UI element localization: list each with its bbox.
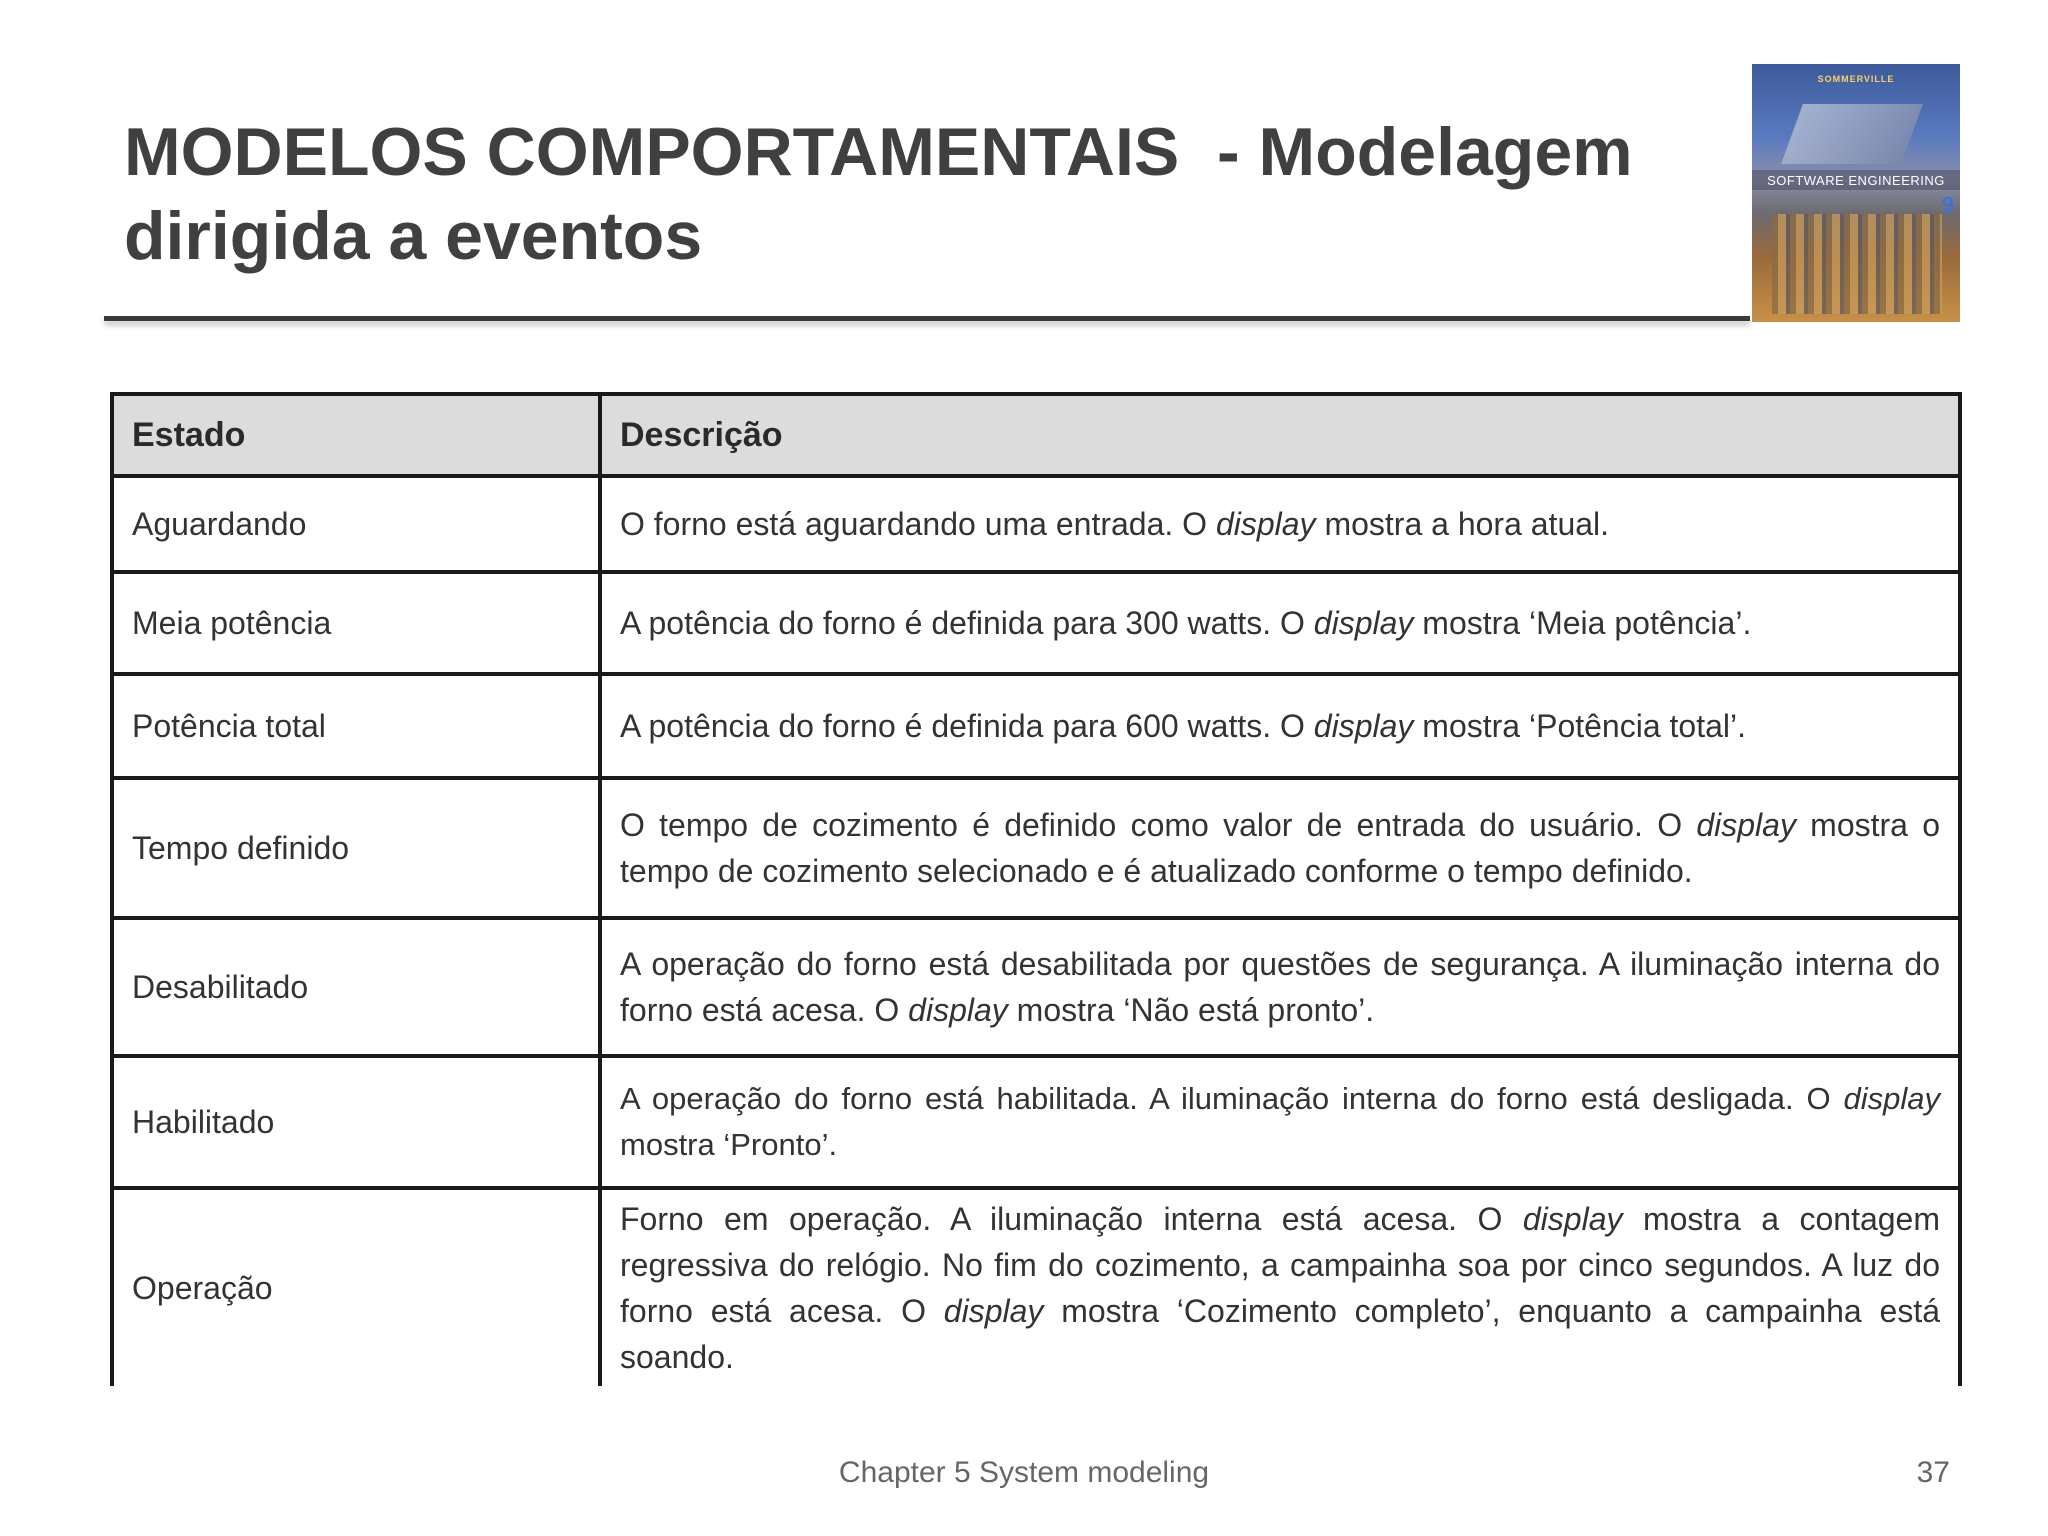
book-cover-image (1752, 64, 1960, 322)
cover-structure-shape (1772, 214, 1942, 314)
header-state: Estado (112, 394, 600, 476)
table-row (112, 918, 1960, 1056)
state-cell: Desabilitado (112, 918, 600, 1056)
table-header-row (112, 394, 1960, 476)
slide-title-line2: dirigida a eventos (124, 198, 703, 274)
slide-footer: Chapter 5 System modeling (838, 1456, 1210, 1489)
state-cell: Meia potência (112, 572, 600, 674)
description-cell: A potência do forno é definida para 600 watts. O display mostra ‘Potência total’. (600, 674, 1960, 778)
description-cell: O forno está aguardando uma entrada. O display mostra a hora atual. (600, 476, 1960, 572)
state-cell: Potência total (112, 674, 600, 778)
description-cell: O tempo de cozimento é definido como valor de entrada do usuário. O display mostra o tempo de cozimento selecionado e é atualizado conforme o tempo definido. (600, 778, 1960, 918)
table-row (112, 1188, 1960, 1386)
state-cell: Operação (112, 1188, 600, 1386)
description-cell: A operação do forno está desabilitada por questões de segurança. A iluminação interna do forno está acesa. O display mostra ‘Não está pronto’. (600, 918, 1960, 1056)
slide-title (124, 110, 1704, 278)
cover-building-shape (1781, 104, 1923, 164)
table-row (112, 674, 1960, 778)
header-description: Descrição (600, 394, 1960, 476)
state-cell: Habilitado (112, 1056, 600, 1188)
states-table (110, 392, 1962, 1386)
page-number: 37 (1916, 1456, 1950, 1489)
slide-title-line1: MODELOS COMPORTAMENTAIS - Modelagem (124, 114, 1633, 190)
cover-edition: 9 (1941, 192, 1954, 217)
table-row (112, 476, 1960, 572)
cover-title: SOFTWARE ENGINEERING (1767, 173, 1945, 188)
description-cell: A operação do forno está habilitada. A iluminação interna do forno está desligada. O display mostra ‘Pronto’. (600, 1056, 1960, 1188)
cover-author: SOMMERVILLE (1817, 74, 1895, 84)
description-cell: A potência do forno é definida para 300 watts. O display mostra ‘Meia potência’. (600, 572, 1960, 674)
table-row (112, 778, 1960, 918)
state-cell: Aguardando (112, 476, 600, 572)
state-cell: Tempo definido (112, 778, 600, 918)
table-row (112, 1056, 1960, 1188)
description-cell: Forno em operação. A iluminação interna está acesa. O display mostra a contagem regressiva do relógio. No fim do cozimento, a campainha soa por cinco segundos. A luz do forno está acesa. O display mostra ‘Cozimento completo’, enquanto a campainha está soando. (600, 1188, 1960, 1386)
title-divider (104, 316, 1750, 321)
table-row (112, 572, 1960, 674)
